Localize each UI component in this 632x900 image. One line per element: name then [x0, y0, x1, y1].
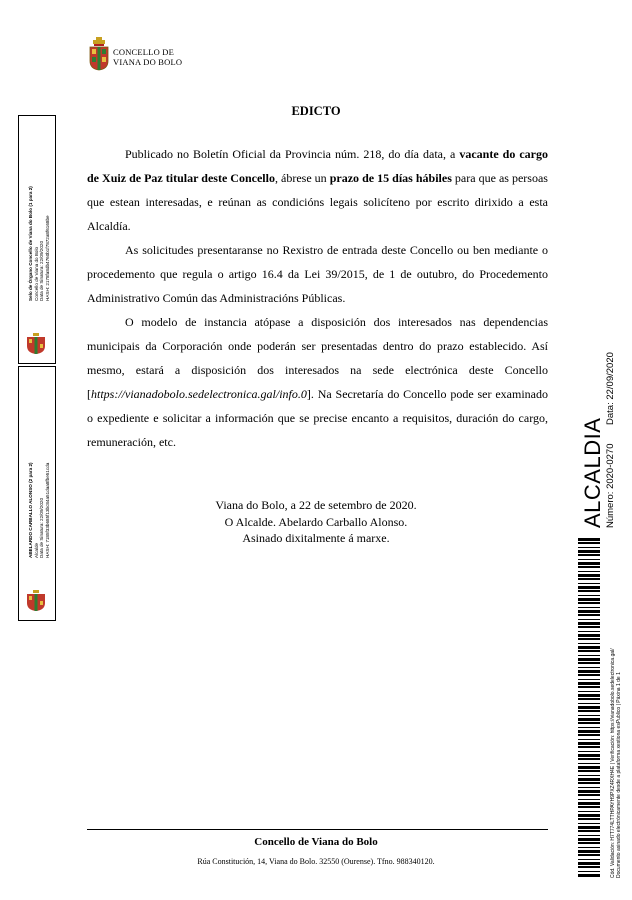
signature-box-mayor [18, 366, 56, 621]
footer-org-name: Concello de Viana do Bolo [254, 836, 378, 848]
p3-text-b: ]. Na Secretaría do Concello pode ser examinado o expediente e solicitar a información que se precise encanto a requisitos, duración do cargo, remuneración, etc. [87, 387, 548, 449]
signature-box-seal [18, 115, 56, 364]
org-name-line1: CONCELLO DE [113, 47, 174, 57]
signature-note: Asinado dixitalmente á marxe. [242, 531, 390, 545]
p1-text-e: para que as persoas que estean interesadas, e reúnan as condicións legais solicíteno por escrito dirixido a esta Alcaldía. [87, 171, 548, 233]
p2-text: As solicitudes presentaranse no Rexistro de entrada deste Concello ou ben mediante o procedemento que regula o artigo 16.4 da Lei 39/2015, de 1 de outubro, do Procedemento Administrativo Común das Administracións Públicas. [87, 243, 548, 305]
p1-vacancy: vacante do cargo de Xuiz de Paz titular deste Concello [87, 147, 549, 185]
csv-line2: Documento asinado electrónicamente desde a plataforma xestiona esPublico | Páxina 1 de 1 [616, 672, 622, 878]
seal-line1: Selo de Órgano Concello de Viana do Bolo (1 para 2) [28, 186, 33, 301]
p1-text-c: , ábrese un [274, 171, 330, 185]
mayor-emblem-icon [24, 590, 48, 612]
seal-emblem-icon [24, 333, 48, 355]
stamp-csv [610, 648, 622, 878]
mayor-line2: Alcalde [33, 542, 39, 558]
org-name-line2: VIANA DO BOLO [113, 57, 183, 67]
paragraph-3 [87, 310, 548, 454]
paragraph-2 [87, 238, 548, 310]
org-name [113, 47, 182, 67]
p1-deadline: prazo de 15 días hábiles [329, 171, 452, 185]
mayor-line3: Data de Sinatura: 22/09/2020 [39, 497, 44, 558]
csv-line1: Cód. Validación: H7T774LTTHPAYH9PXZ4RXH4E | Verificación: https://vianadobolo.sedelectronica.gal/ [610, 648, 616, 878]
seal-signature-text [28, 121, 50, 301]
stamp-date: Data: 22/09/2020 [605, 352, 616, 425]
document-title: EDICTO [291, 104, 341, 118]
mayor-line1: ABELARDO CARBALLO ALONSO (2 para 2) [28, 462, 33, 558]
seal-line3: Data de Sinatura: 22/09/2020 [39, 240, 44, 301]
footer-divider [87, 829, 548, 830]
registry-stamp [578, 350, 628, 880]
signature-signer: O Alcalde. Abelardo Carballo Alonso. [224, 514, 408, 529]
mayor-signature-text [28, 378, 50, 558]
footer-address: Rúa Constitución, 14, Viana do Bolo. 32550 (Ourense). Tfno. 988340120. [197, 857, 435, 866]
paragraph-1 [87, 142, 548, 238]
p3-text-a: O modelo de instancia atópase a disposición dos interesados nas dependencias municipais da Corporación onde poderán ser presentadas dentro do prazo establecido. Así mesmo, estará a disposición dos interesados na sede electrónica deste Concello [ [87, 315, 548, 401]
mayor-line4: HASH: 7185f33b685f13bc84a51daa8fbe51cda [44, 462, 50, 558]
seal-line2: Concello de Viana do Bolo [33, 246, 39, 301]
signature-block [0, 497, 632, 547]
coat-of-arms-logo [89, 37, 109, 71]
seal-line4: HASH: 2178fa8db4760b1f7872a8f6168be [44, 215, 50, 301]
stamp-number: Número: 2020-0270 [605, 443, 616, 528]
stamp-department: ALCALDIA [580, 417, 605, 528]
sede-electronica-link[interactable]: https://vianadobolo.sedelectronica.gal/info.0 [91, 387, 307, 401]
barcode-icon [578, 538, 600, 878]
p1-text-a: Publicado no Boletín Oficial da Provincia núm. 218, do día data, a [125, 147, 460, 161]
signature-place-date: Viana do Bolo, a 22 de setembro de 2020. [215, 498, 417, 512]
